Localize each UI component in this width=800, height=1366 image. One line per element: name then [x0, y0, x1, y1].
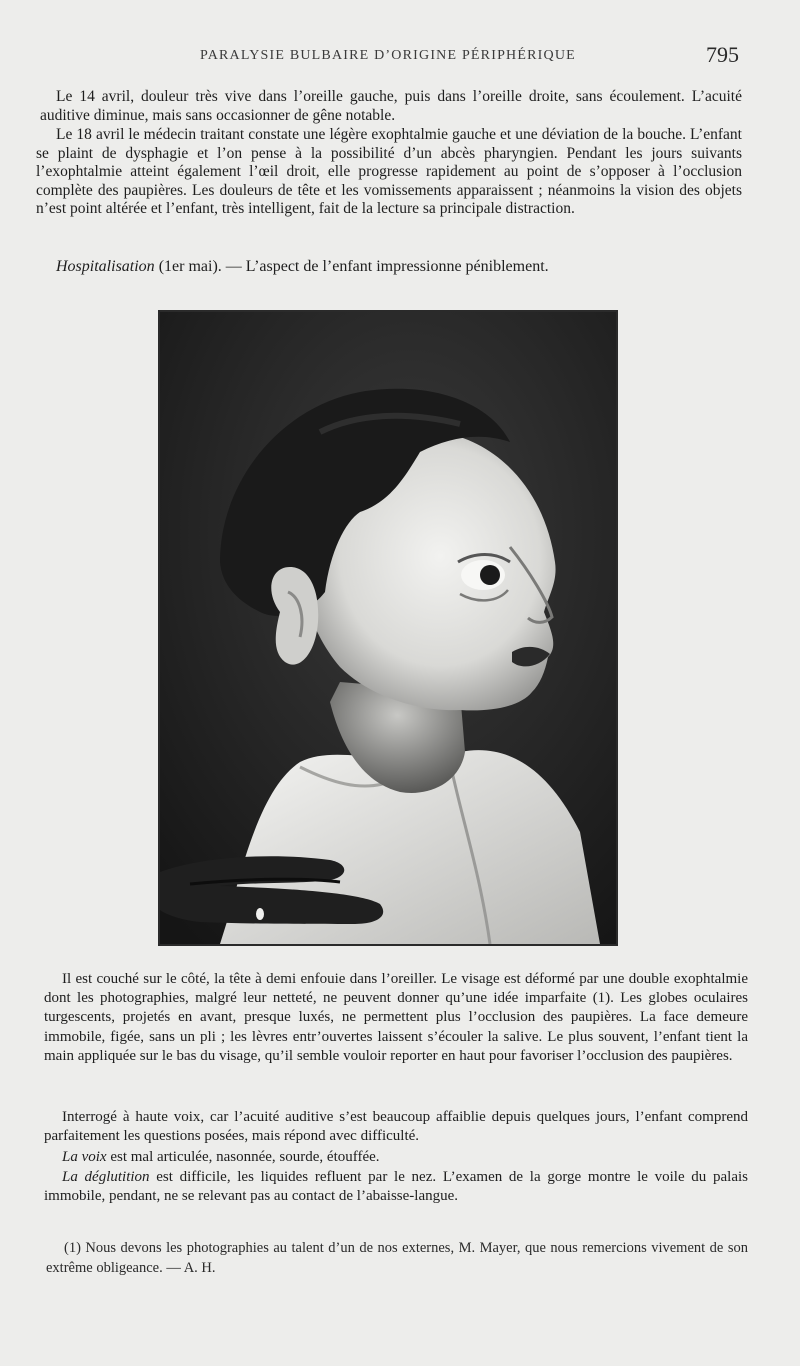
patient-photograph [158, 310, 618, 946]
hospitalisation-date: (1er mai). [158, 258, 222, 275]
paragraph-april-18: Le 18 avril le médecin traitant constate une légère exophtalmie gauche et une déviation de la bouche. L’enfant se plaint de dysphagie et l’on pense à la possibilité d’un abcès pharyngien. Pendant les jours suivants l’exophtalmie atteint également l’œil droit, elle progresse rapidement au point de s’opposer à l’occlusion complète des paupières. Les douleurs de tête et les vomissements apparaissent ; néanmoins la vision des objets n’est point altérée et l’enfant, très intelligent, fait de la lecture sa principale distraction. [36, 126, 742, 218]
paragraph-deglutition [44, 1168, 748, 1206]
voice-text: est mal articulée, nasonnée, sourde, étouffée. [106, 1149, 380, 1165]
running-title: PARALYSIE BULBAIRE D’ORIGINE PÉRIPHÉRIQUE [200, 48, 576, 63]
hospitalisation-heading: Hospitalisation [56, 258, 155, 275]
paragraph-hospitalisation [56, 258, 746, 277]
deglutition-heading: La déglutition [62, 1169, 150, 1185]
paragraph-voice [44, 1148, 748, 1167]
paragraph-interrogation: Interrogé à haute voix, car l’acuité auditive s’est beaucoup affaiblie depuis quelques jours, l’enfant comprend parfaitement les questions posées, mais répond avec difficulté. [44, 1109, 748, 1145]
running-head [0, 40, 800, 70]
voice-heading: La voix [62, 1149, 107, 1165]
paragraph-aspect: Il est couché sur le côté, la tête à demi enfouie dans l’oreiller. Le visage est déformé par une double exophtalmie dont les photographies, malgré leur netteté, ne peuvent donner qu’une idée imparfaite (1). Les globes oculaires turgescents, projetés en avant, presque luxés, ne permettent plus l’occlusion des paupières. La face demeure immobile, figée, sans un pli ; les lèvres entr’ouvertes laissent s’écouler la salive. Le plus souvent, l’enfant tient la main appliquée sur le bas du visage, qu’il semble vouloir reporter en haut pour favoriser l’occlusion des paupières. [44, 971, 748, 1064]
footnote: (1) Nous devons les photographies au talent d’un de nos externes, M. Mayer, que nous remercions vivement de son extrême obligeance. — A. H. [46, 1240, 748, 1276]
page-number: 795 [706, 42, 739, 67]
hospitalisation-text: — L’aspect de l’enfant impressionne péniblement. [221, 258, 549, 275]
paragraph-april-14: Le 14 avril, douleur très vive dans l’oreille gauche, puis dans l’oreille droite, sans écoulement. L’acuité auditive diminue, mais sans occasionner de gêne notable. [40, 88, 742, 124]
deglutition-text: est difficile, les liquides refluent par le nez. L’examen de la gorge montre le voile du palais immobile, pendant, ne se relevant pas au contact de l’abaisse-langue. [44, 1169, 748, 1205]
patient-photograph-image [160, 312, 616, 944]
